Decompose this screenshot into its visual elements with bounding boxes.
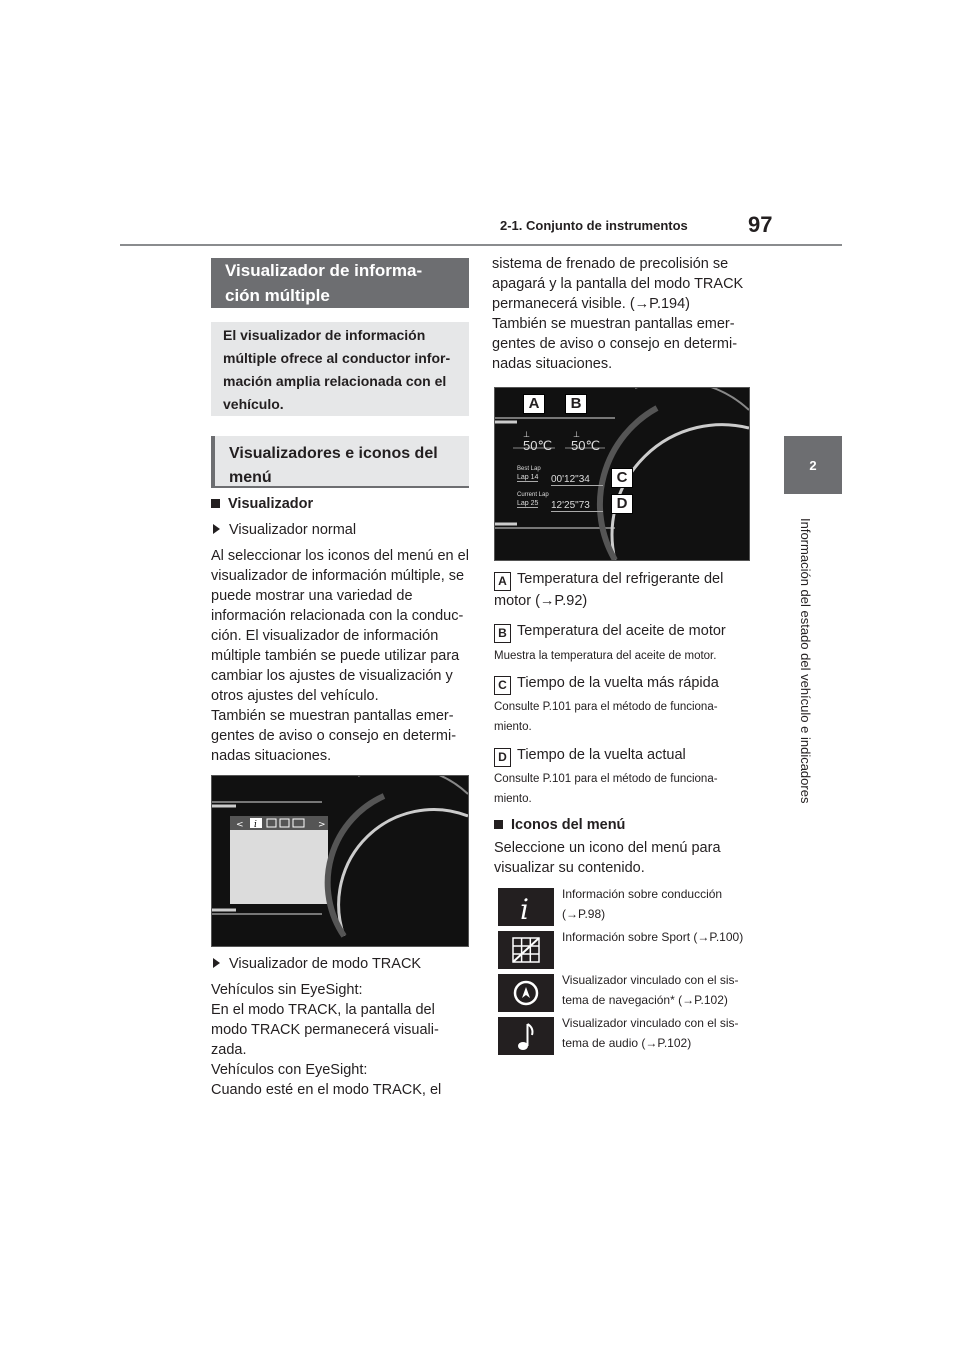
bullet-normal: Visualizador normal bbox=[213, 520, 356, 540]
callout-b: B bbox=[565, 394, 587, 414]
track-display-image bbox=[494, 387, 750, 561]
normal-display-image bbox=[211, 775, 469, 947]
coolant-temp-icon: ⊥ bbox=[523, 430, 530, 439]
title-box: Visualizador de informa- ción múltiple bbox=[211, 258, 469, 308]
current-lap-label: Current Lap bbox=[517, 492, 549, 498]
paragraph-1: Al seleccionar los iconos del menú en el visualizador de información múltiple, se puede mostrar una variedad de información relacionada con la conduc-ción. El visualizador de información múltiple también se puede utilizar para cambiar los ajustes de visualización y otros ajustes del vehículo. bbox=[211, 548, 469, 704]
svg-text:i: i bbox=[254, 820, 257, 830]
info-icon bbox=[498, 888, 554, 926]
square-bullet-icon bbox=[211, 499, 220, 508]
callout-d: D bbox=[611, 494, 633, 514]
coolant-temp-value: 50℃ bbox=[523, 438, 553, 453]
audio-note-icon bbox=[498, 1017, 554, 1055]
paragraph-3: Vehículos sin EyeSight: En el modo TRACK, la pantalla del modo TRACK permanecerá visuali-zada. Vehículos con EyeSight: Cuando esté en el modo TRACK, el bbox=[211, 982, 442, 1098]
paragraph-continued: sistema de frenado de precolisión se apagará y la pantalla del modo TRACK permanecerá visible. (→P.194) bbox=[492, 256, 744, 312]
normal-display-graphic bbox=[212, 776, 468, 946]
paragraph-iconos: Seleccione un icono del menú para visualizar su contenido. bbox=[494, 840, 721, 876]
subsection-box: Visualizadores e iconos del menú bbox=[211, 436, 469, 488]
icon-text-navigation: Visualizador vinculado con el sis-tema de navegación* (→P.102) bbox=[562, 973, 739, 1007]
navigation-icon bbox=[498, 974, 554, 1012]
sport-icon bbox=[498, 931, 554, 969]
legend-item-b: B Temperatura del aceite de motor bbox=[494, 621, 750, 643]
svg-text:i: i bbox=[520, 893, 529, 926]
callout-a: A bbox=[523, 394, 545, 414]
chapter-tab: 2 bbox=[784, 436, 842, 494]
heading-iconos: Iconos del menú bbox=[494, 817, 625, 833]
legend-desc-c: Consulte P.101 para el método de funciona-miento. bbox=[494, 701, 718, 733]
legend-desc-d: Consulte P.101 para el método de funciona-miento. bbox=[494, 773, 718, 805]
triangle-bullet-icon bbox=[213, 958, 220, 968]
svg-text:>: > bbox=[318, 820, 326, 830]
oil-temp-value: 50℃ bbox=[571, 438, 601, 453]
chapter-title: Información del estado del vehículo e indicadores bbox=[798, 518, 813, 804]
icon-text-info: Información sobre conducción (→P.98) bbox=[562, 887, 723, 921]
icon-text-sport: Información sobre Sport (→P.100) bbox=[562, 930, 744, 944]
callout-c: C bbox=[611, 468, 633, 488]
icon-text-audio: Visualizador vinculado con el sis-tema de audio (→P.102) bbox=[562, 1016, 739, 1050]
current-lap-number: Lap 25 bbox=[517, 500, 539, 507]
legend-item-a: A Temperatura del refrigerante del motor (→P.92) bbox=[494, 571, 724, 609]
paragraph-2: También se muestran pantallas emer-gentes de aviso o consejo en determi-nadas situaciones. bbox=[211, 708, 457, 764]
oil-temp-icon: ⊥ bbox=[573, 430, 580, 439]
legend-item-d: D Tiempo de la vuelta actual bbox=[494, 745, 750, 767]
best-lap-time: 00'12"34 bbox=[551, 474, 603, 486]
best-lap-number: Lap 14 bbox=[517, 474, 539, 481]
section-title: 2-1. Conjunto de instrumentos bbox=[500, 218, 688, 233]
header-rule bbox=[120, 244, 842, 246]
square-bullet-icon bbox=[494, 820, 503, 829]
triangle-bullet-icon bbox=[213, 524, 220, 534]
bullet-track: Visualizador de modo TRACK bbox=[213, 954, 421, 974]
current-lap-time: 12'25"73 bbox=[551, 500, 603, 512]
heading-visualizador: Visualizador bbox=[211, 496, 313, 512]
page-number: 97 bbox=[748, 212, 773, 237]
intro-box: El visualizador de información múltiple ofrece al conductor infor-mación amplia relacionada con el vehículo. bbox=[211, 322, 469, 416]
paragraph-popup: También se muestran pantallas emer-gentes de aviso o consejo en determi-nadas situaciones. bbox=[492, 316, 738, 372]
best-lap-label: Best Lap bbox=[517, 466, 541, 472]
legend-item-c: C Tiempo de la vuelta más rápida bbox=[494, 673, 750, 695]
svg-text:<: < bbox=[236, 820, 244, 830]
legend-desc-b: Muestra la temperatura del aceite de motor. bbox=[494, 650, 717, 662]
